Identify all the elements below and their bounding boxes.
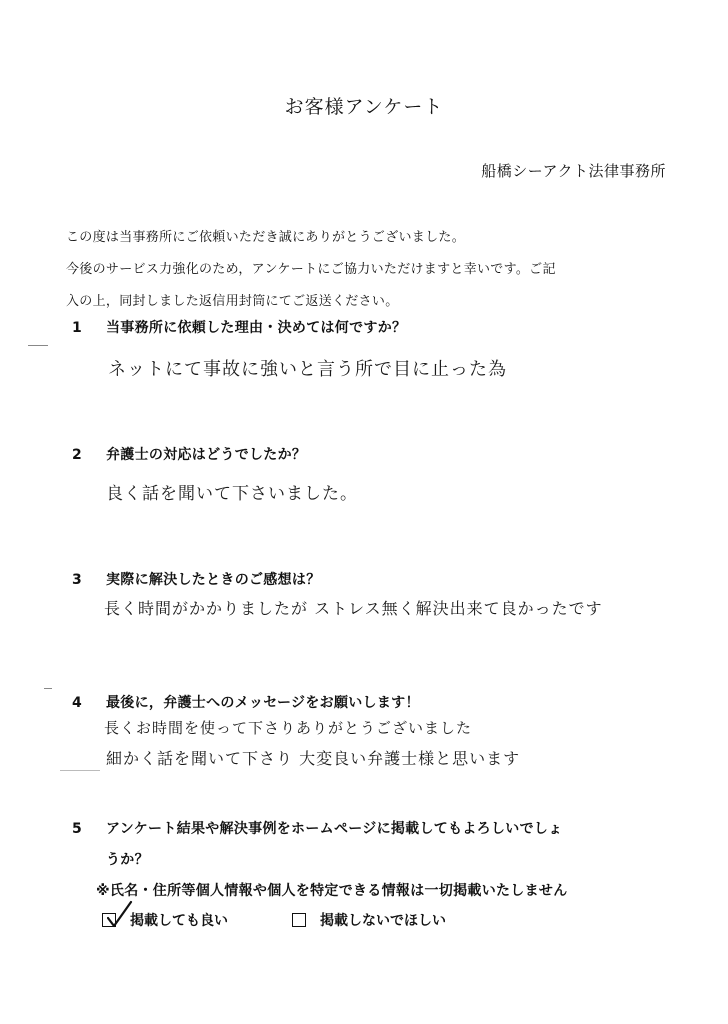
intro-line-3: 入の上，同封しました返信用封筒にてご返送ください。 bbox=[66, 294, 399, 309]
question-5-number: 5 bbox=[72, 821, 83, 837]
option-publish-no[interactable] bbox=[292, 910, 446, 930]
answer-4-line-1: 長くお時間を使って下さりありがとうございました bbox=[104, 719, 473, 737]
question-3 bbox=[72, 569, 321, 589]
privacy-note: ※氏名・住所等個人情報や個人を特定できる情報は一切掲載いたしません bbox=[96, 883, 568, 899]
question-5 bbox=[72, 814, 672, 876]
checkmark-icon bbox=[107, 900, 133, 928]
answer-3: 長く時間がかかりましたが ストレス無く解決出来て良かったです bbox=[104, 599, 603, 618]
question-3-text: 実際に解決したときのご感想は？ bbox=[106, 572, 321, 588]
answer-1: ネットにて事故に強いと言う所で目に止った為 bbox=[108, 359, 507, 380]
intro-text bbox=[66, 222, 676, 318]
option-publish-no-label: 掲載しないでほしい bbox=[320, 913, 446, 929]
answer-2: 良く話を聞いて下さいました。 bbox=[106, 484, 358, 504]
intro-line-2: 今後のサービス力強化のため，アンケートにご協力いただけますと幸いです。ご記 bbox=[66, 262, 556, 277]
question-3-number: 3 bbox=[72, 572, 83, 588]
question-5-text-line-1: アンケート結果や解決事例をホームページに掲載してもよろしいでしょ bbox=[106, 821, 563, 837]
answer-4-line-2: 細かく話を聞いて下さり 大変良い弁護士様と思います bbox=[106, 749, 521, 768]
scan-artifact bbox=[28, 345, 48, 346]
question-4-number: 4 bbox=[72, 695, 83, 711]
scan-artifact bbox=[44, 688, 52, 689]
intro-line-1: この度は当事務所にご依頼いただき誠にありがとうございました。 bbox=[66, 230, 466, 245]
question-1 bbox=[72, 317, 406, 337]
option-publish-ok[interactable] bbox=[102, 910, 228, 930]
page-title: お客様アンケート bbox=[284, 96, 444, 118]
question-2-text: 弁護士の対応はどうでしたか？ bbox=[106, 447, 307, 463]
question-2-number: 2 bbox=[72, 447, 83, 463]
scan-artifact bbox=[60, 770, 100, 771]
question-5-text-line-2: うか？ bbox=[106, 852, 149, 868]
checkbox-publish-no[interactable] bbox=[292, 913, 306, 927]
firm-name: 船橋シーアクト法律事務所 bbox=[481, 162, 666, 180]
question-1-text: 当事務所に依頼した理由・決めては何ですか？ bbox=[106, 320, 407, 336]
option-publish-ok-label: 掲載しても良い bbox=[130, 913, 228, 929]
question-2 bbox=[72, 444, 306, 464]
checkbox-publish-ok[interactable] bbox=[102, 913, 116, 927]
question-4 bbox=[72, 692, 420, 712]
question-1-number: 1 bbox=[72, 320, 83, 336]
question-4-text: 最後に，弁護士へのメッセージをお願いします！ bbox=[106, 695, 420, 711]
